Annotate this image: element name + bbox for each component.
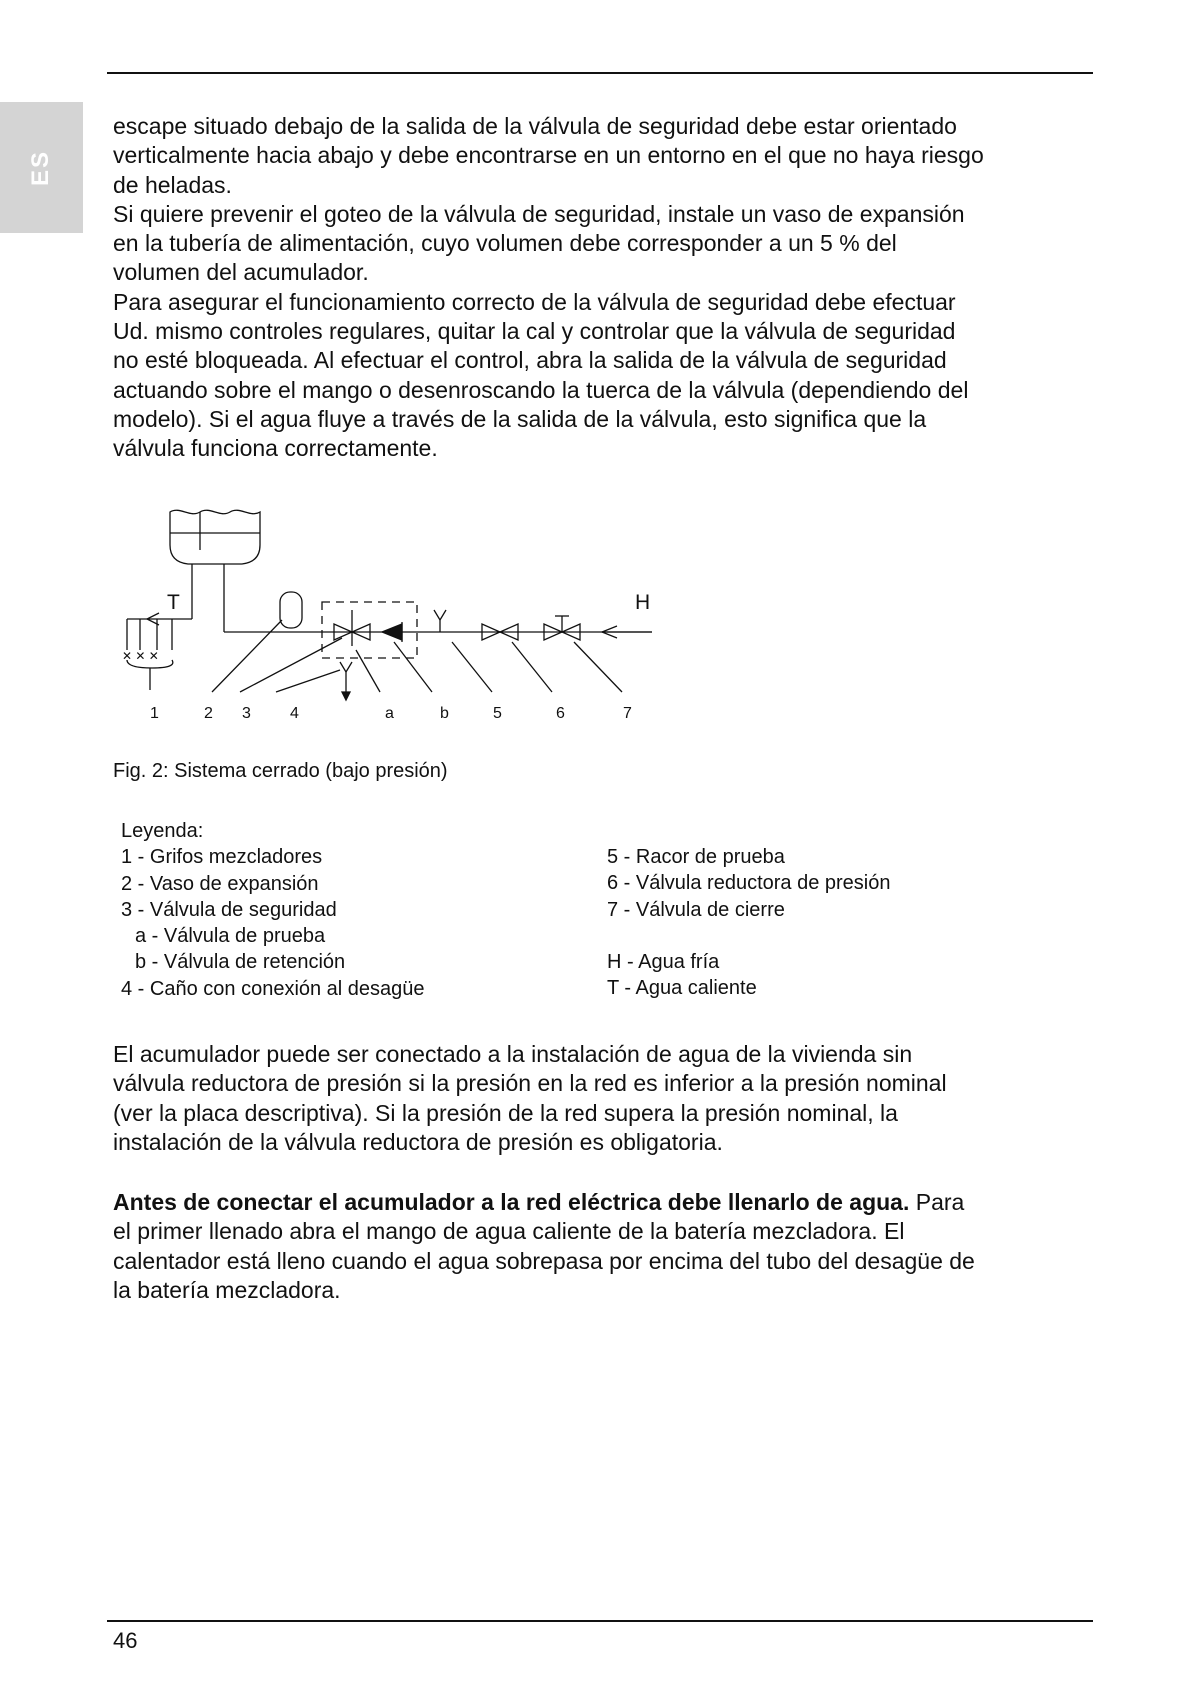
figure-label: 4 — [290, 705, 299, 722]
legend-right-column — [607, 844, 891, 1002]
text-line: volumen del acumulador. — [113, 259, 369, 286]
leader-line — [394, 642, 432, 692]
legend-spacer — [607, 923, 891, 949]
figure-label: 1 — [150, 705, 159, 722]
drain-funnel — [340, 662, 352, 672]
language-tab-label: ES — [27, 149, 55, 186]
mixer-tap: ✕ ✕ ✕ — [122, 649, 159, 663]
drain-arrow — [342, 692, 350, 700]
legend-left-column — [121, 818, 425, 1002]
figure-label: 5 — [493, 705, 502, 722]
legend-item: 4 - Caño con conexión al desagüe — [121, 977, 425, 1000]
footer-rule — [107, 1620, 1093, 1622]
text-line: verticalmente hacia abajo y debe encontrarse en un entorno en el que no haya riesgo — [113, 142, 984, 169]
figure-label: 7 — [623, 705, 632, 722]
test-fitting — [434, 610, 446, 620]
text-line: válvula reductora de presión si la presión en la red es inferior a la presión nominal — [113, 1070, 947, 1097]
intro-paragraph — [113, 112, 1103, 464]
piping-schematic — [112, 500, 672, 730]
figure-label: b — [440, 705, 449, 722]
legend-item: T - Agua caliente — [607, 977, 757, 1000]
bold-warning: Antes de conectar el acumulador a la red eléctrica debe llenarlo de agua. — [113, 1189, 910, 1215]
legend-item: 5 - Racor de prueba — [607, 846, 785, 868]
header-rule — [107, 72, 1093, 74]
legend-item: 6 - Válvula reductora de presión — [607, 872, 891, 895]
legend-item: b - Válvula de retención — [135, 951, 346, 974]
text-line: el primer llenado abra el mango de agua caliente de la batería mezcladora. El — [113, 1218, 905, 1245]
leader-line — [574, 642, 622, 692]
text-line: (ver la placa descriptiva). Si la presión de la red supera la presión nominal, la — [113, 1099, 898, 1126]
text-line: actuando sobre el mango o desenroscando la tuerca de la válvula (dependiendo del — [113, 376, 969, 403]
legend-item: 1 - Grifos mezcladores — [121, 846, 323, 869]
text-line: de heladas. — [113, 171, 232, 198]
check-valve — [382, 624, 402, 640]
figure-caption: Fig. 2: Sistema cerrado (bajo presión) — [113, 760, 448, 782]
leader-line — [452, 642, 492, 692]
connection-paragraph — [113, 1040, 1103, 1157]
filling-paragraph — [113, 1188, 1103, 1305]
text-line: escape situado debajo de la salida de la válvula de seguridad debe estar orientado — [113, 113, 957, 139]
figure-label: 6 — [556, 705, 565, 722]
text-line: válvula funciona correctamente. — [113, 435, 438, 462]
text-line: en la tubería de alimentación, cuyo volumen debe corresponder a un 5 % del — [113, 230, 897, 257]
leader-line — [276, 670, 340, 692]
text-line: modelo). Si el agua fluye a través de la salida de la válvula, esto significa que la — [113, 405, 927, 432]
figure-label: a — [385, 705, 394, 722]
legend-item: 3 - Válvula de seguridad — [121, 898, 337, 921]
text-line: Si quiere prevenir el goteo de la válvula de seguridad, instale un vaso de expansión — [113, 200, 965, 227]
text-line: calentador está lleno cuando el agua sobrepasa por encima del tubo del desagüe de — [113, 1247, 975, 1274]
legend-item: 7 - Válvula de cierre — [607, 898, 785, 921]
figure-label: 3 — [242, 705, 251, 722]
cold-water-label: H — [635, 591, 651, 614]
leader-line — [240, 638, 342, 692]
text-line: no esté bloqueada. Al efectuar el control, abra la salida de la válvula de seguridad — [113, 347, 947, 374]
legend-item: 2 - Vaso de expansión — [121, 872, 319, 895]
system-diagram — [112, 500, 672, 730]
text-fragment: Para — [909, 1189, 965, 1215]
leader-line — [512, 642, 552, 692]
legend-item: a - Válvula de prueba — [135, 925, 326, 948]
text-line — [113, 1188, 1103, 1217]
text-line: El acumulador puede ser conectado a la instalación de agua de la vivienda sin — [113, 1041, 913, 1067]
page-number: 46 — [113, 1628, 138, 1653]
text-line: la batería mezcladora. — [113, 1276, 341, 1303]
legend-title: Leyenda: — [121, 820, 204, 842]
leader-line — [356, 650, 380, 692]
hot-water-label: T — [167, 591, 180, 614]
leader-line — [212, 620, 282, 692]
figure-label: 2 — [204, 705, 213, 722]
text-line: Ud. mismo controles regulares, quitar la cal y controlar que la válvula de seguridad — [113, 318, 956, 345]
text-line: instalación de la válvula reductora de presión es obligatoria. — [113, 1128, 723, 1155]
expansion-vessel — [280, 592, 302, 628]
language-tab — [0, 102, 83, 233]
text-line: Para asegurar el funcionamiento correcto de la válvula de seguridad debe efectuar — [113, 288, 956, 315]
legend-item: H - Agua fría — [607, 951, 720, 974]
tank-shape — [170, 510, 260, 564]
